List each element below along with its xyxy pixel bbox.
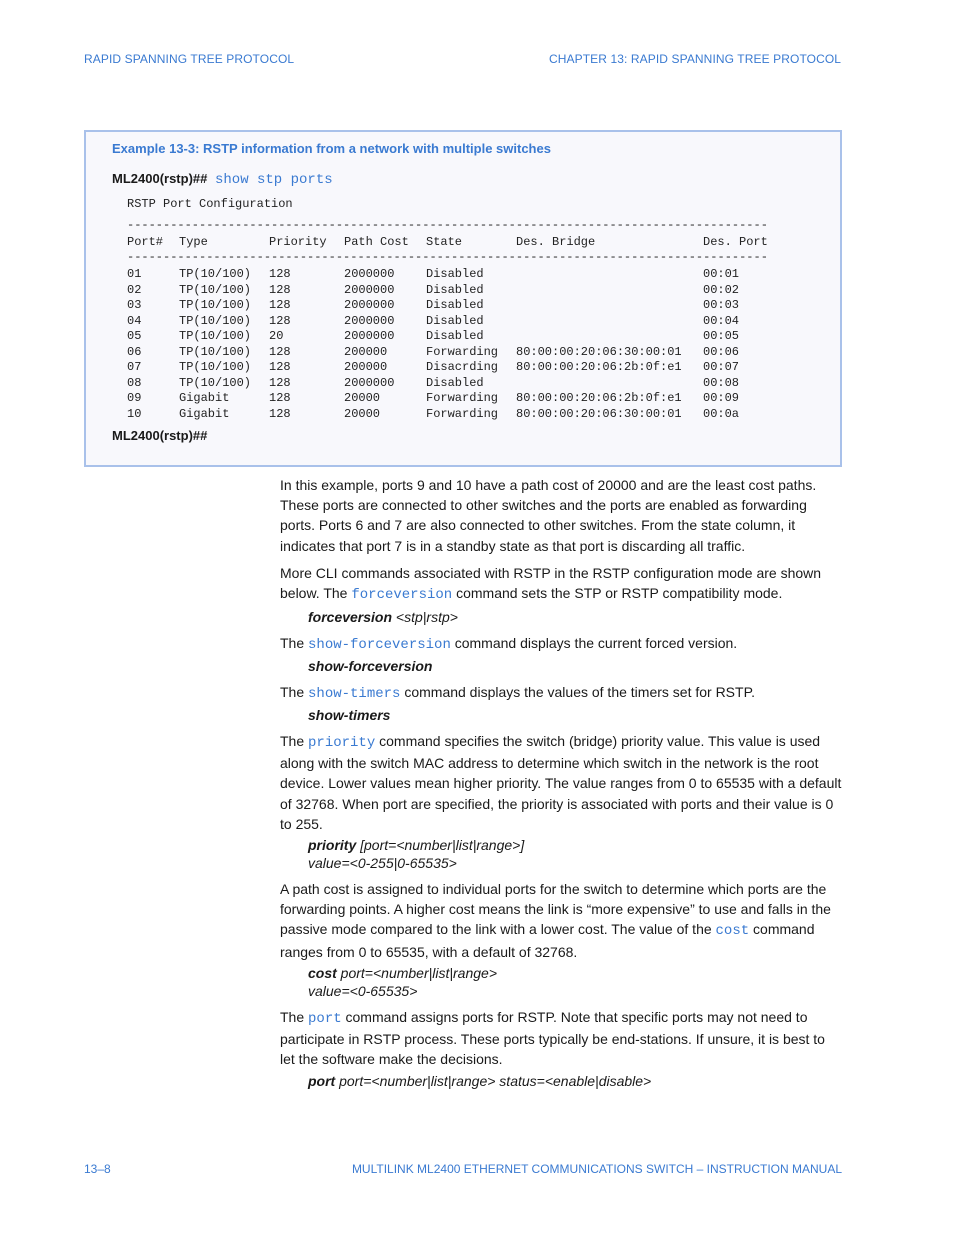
cell-port: 10 <box>127 406 142 421</box>
cell-path-cost: 2000000 <box>344 313 395 328</box>
cell-priority: 128 <box>269 267 291 281</box>
inline-code: cost <box>715 923 750 940</box>
table-row <box>86 375 740 392</box>
cell-type: TP(10/100) <box>179 313 252 328</box>
cell-path-cost: 2000000 <box>344 329 395 343</box>
syntax-args: [port=<number|list|range>] <box>356 837 525 853</box>
cell-state: Disacrding <box>426 360 499 374</box>
paragraph-text: command assigns ports for RSTP. Note that specific ports may not need to participate in RSTP process. These ports typically be end-stations. If unsure, it is best to let the software make the decisions. <box>280 1009 825 1068</box>
cell-path-cost: 20000 <box>344 391 381 405</box>
cell-path-cost: 20000 <box>344 406 381 421</box>
syntax-args: value=<0-255|0-65535> <box>308 855 457 871</box>
cli-command: show stp ports <box>215 172 333 188</box>
cell-priority: 128 <box>269 313 291 328</box>
syntax-args: port=<number|list|range> <box>336 965 497 981</box>
cell-des-port: 00:01 <box>703 267 740 281</box>
table-row <box>86 391 740 407</box>
syntax-cost <box>308 964 497 1000</box>
cell-des-port: 00:02 <box>703 282 740 297</box>
table-row <box>86 313 740 330</box>
cell-type: TP(10/100) <box>179 375 252 390</box>
cell-state: Forwarding <box>426 406 499 421</box>
cell-state: Disabled <box>426 313 484 328</box>
cell-state: Disabled <box>426 375 484 390</box>
cell-des-port: 00:09 <box>703 391 740 405</box>
cell-state: Disabled <box>426 282 484 297</box>
cell-des-port: 00:07 <box>703 360 740 374</box>
inline-code: show-forceversion <box>308 637 451 653</box>
column-header-des-bridge: Des. Bridge <box>516 235 596 249</box>
inline-code: show-timers <box>308 686 401 702</box>
page-number: 13–8 <box>84 1162 111 1176</box>
paragraph-show-timers <box>280 682 842 704</box>
table-row <box>86 360 740 376</box>
column-header-state: State <box>426 235 463 249</box>
cell-path-cost: 200000 <box>344 360 388 374</box>
cell-priority: 128 <box>269 406 291 421</box>
cell-port: 05 <box>127 329 142 343</box>
paragraph-port <box>280 1007 842 1070</box>
cell-state: Disabled <box>426 267 484 281</box>
running-header-chapter: CHAPTER 13: RAPID SPANNING TREE PROTOCOL <box>549 52 842 66</box>
paragraph-text: A path cost is assigned to individual ports for the switch to determine which ports are the forwarding points. A higher cost means the link is “more expensive” to use and falls in the passive mode compared to the link with a lower cost. The value of the <box>280 881 831 938</box>
paragraph-show-forceversion <box>280 633 842 655</box>
column-header-des-port: Des. Port <box>703 235 768 249</box>
cell-port: 03 <box>127 298 142 312</box>
paragraph-forceversion <box>280 563 842 605</box>
cell-des-port: 00:06 <box>703 344 740 359</box>
syntax-args: value=<0-65535> <box>308 983 418 999</box>
syntax-args: port=<number|list|range> status=<enable|disable> <box>335 1073 652 1089</box>
cell-path-cost: 2000000 <box>344 282 395 297</box>
column-header-priority: Priority <box>269 235 327 249</box>
paragraph-text: command displays the values of the timers set for RSTP. <box>400 684 755 700</box>
example-box <box>84 130 842 467</box>
paragraph-text: command specifies the switch (bridge) priority value. This value is used along with the switch MAC address to determine which switch in the network is the root device. Lower values mean higher priority. The value ranges from 0 to 65535 with a default of 32768. When port are specified, the priority is associated with ports and their value is 0 to 255. <box>280 733 842 832</box>
cell-des-port: 00:0a <box>703 406 740 421</box>
cell-des-bridge: 80:00:00:20:06:30:00:01 <box>516 406 682 421</box>
syntax-priority <box>308 836 524 872</box>
cell-type: Gigabit <box>179 406 230 421</box>
cell-type: TP(10/100) <box>179 282 252 297</box>
cell-des-port: 00:04 <box>703 313 740 328</box>
syntax-args: <stp|rstp> <box>392 609 458 625</box>
table-row <box>86 267 740 283</box>
paragraph-explanation <box>280 475 842 556</box>
cell-priority: 128 <box>269 391 291 405</box>
cell-priority: 128 <box>269 360 291 374</box>
cli-prompt-line <box>112 171 333 188</box>
syntax-port <box>308 1072 651 1090</box>
cell-state: Forwarding <box>426 344 499 359</box>
cell-type: TP(10/100) <box>179 360 252 374</box>
cell-path-cost: 200000 <box>344 344 388 359</box>
example-title: Example 13-3: RSTP information from a network with multiple switches <box>112 141 551 156</box>
cell-type: TP(10/100) <box>179 267 252 281</box>
column-header-port: Port# <box>127 235 164 249</box>
cell-type: TP(10/100) <box>179 344 252 359</box>
cell-type: Gigabit <box>179 391 230 405</box>
cli-prompt-end: ML2400(rstp)## <box>112 428 208 443</box>
table-row <box>86 406 740 423</box>
paragraph-text: command ranges from 0 to 65535, with a default of 32768. <box>280 921 815 960</box>
cell-path-cost: 2000000 <box>344 298 395 312</box>
paragraph-text: The <box>280 733 309 749</box>
config-title: RSTP Port Configuration <box>127 197 293 211</box>
cell-des-port: 00:05 <box>703 329 740 343</box>
paragraph-text: command displays the current forced version. <box>450 635 738 651</box>
cell-des-bridge: 80:00:00:20:06:30:00:01 <box>516 344 682 359</box>
paragraph-text: The <box>280 684 309 700</box>
table-row <box>86 282 740 299</box>
syntax-command: priority <box>308 837 357 853</box>
table-header <box>86 235 768 251</box>
cell-type: TP(10/100) <box>179 298 252 312</box>
paragraph-text: The <box>280 1009 309 1025</box>
syntax-command: show-forceversion <box>308 658 433 674</box>
syntax-show-timers <box>308 706 390 724</box>
syntax-show-forceversion <box>308 657 432 675</box>
separator-line: ----------------------------------------------------------------------------------------- <box>127 218 768 232</box>
cell-priority: 128 <box>269 344 291 359</box>
cell-port: 04 <box>127 313 142 328</box>
running-header-section: RAPID SPANNING TREE PROTOCOL <box>84 52 295 66</box>
inline-code: port <box>308 1011 342 1027</box>
cell-priority: 20 <box>269 329 284 343</box>
paragraph-cost <box>280 879 842 962</box>
cell-path-cost: 2000000 <box>344 375 395 390</box>
syntax-command: forceversion <box>308 609 393 625</box>
running-footer-title: MULTILINK ML2400 ETHERNET COMMUNICATIONS SWITCH – INSTRUCTION MANUAL <box>351 1162 842 1176</box>
cell-des-bridge: 80:00:00:20:06:2b:0f:e1 <box>516 360 682 374</box>
cell-priority: 128 <box>269 375 291 390</box>
table-row <box>86 329 740 345</box>
inline-code: forceversion <box>351 587 453 604</box>
cell-des-port: 00:03 <box>703 298 740 312</box>
cell-path-cost: 2000000 <box>344 267 395 281</box>
column-header-path-cost: Path Cost <box>344 235 409 249</box>
cell-priority: 128 <box>269 298 291 312</box>
syntax-command: port <box>308 1073 336 1089</box>
cell-port: 09 <box>127 391 142 405</box>
paragraph-text: The <box>280 635 309 651</box>
cell-state: Disabled <box>426 298 484 312</box>
cell-state: Forwarding <box>426 391 499 405</box>
table-row <box>86 344 740 361</box>
column-header-type: Type <box>179 235 208 249</box>
cell-port: 08 <box>127 375 142 390</box>
cell-des-port: 00:08 <box>703 375 740 390</box>
cell-type: TP(10/100) <box>179 329 252 343</box>
paragraph-text: More CLI commands associated with RSTP in the RSTP configuration mode are shown below. The <box>280 565 822 602</box>
paragraph-priority <box>280 731 842 834</box>
cli-prompt: ML2400(rstp)## <box>112 171 208 186</box>
cell-port: 02 <box>127 282 142 297</box>
cell-priority: 128 <box>269 282 291 297</box>
cell-port: 07 <box>127 360 142 374</box>
cell-port: 01 <box>127 267 142 281</box>
paragraph-text: In this example, ports 9 and 10 have a path cost of 20000 and are the least cost paths. These ports are connected to other switches and the ports are enabled as forwarding ports. Ports 6 and 7 are also connected to other switches. From the state column, it indicates that port 7 is in a standby state as that port is discarding all traffic. <box>280 477 817 554</box>
syntax-command: show-timers <box>308 707 391 723</box>
syntax-command: cost <box>308 965 337 981</box>
table-row <box>86 298 740 314</box>
syntax-forceversion <box>308 608 458 626</box>
separator-line: ----------------------------------------------------------------------------------------- <box>127 250 768 264</box>
cell-state: Disabled <box>426 329 484 343</box>
inline-code: priority <box>308 735 376 751</box>
paragraph-text: command sets the STP or RSTP compatibility mode. <box>452 585 783 602</box>
cell-des-bridge: 80:00:00:20:06:2b:0f:e1 <box>516 391 682 405</box>
cell-port: 06 <box>127 344 142 359</box>
